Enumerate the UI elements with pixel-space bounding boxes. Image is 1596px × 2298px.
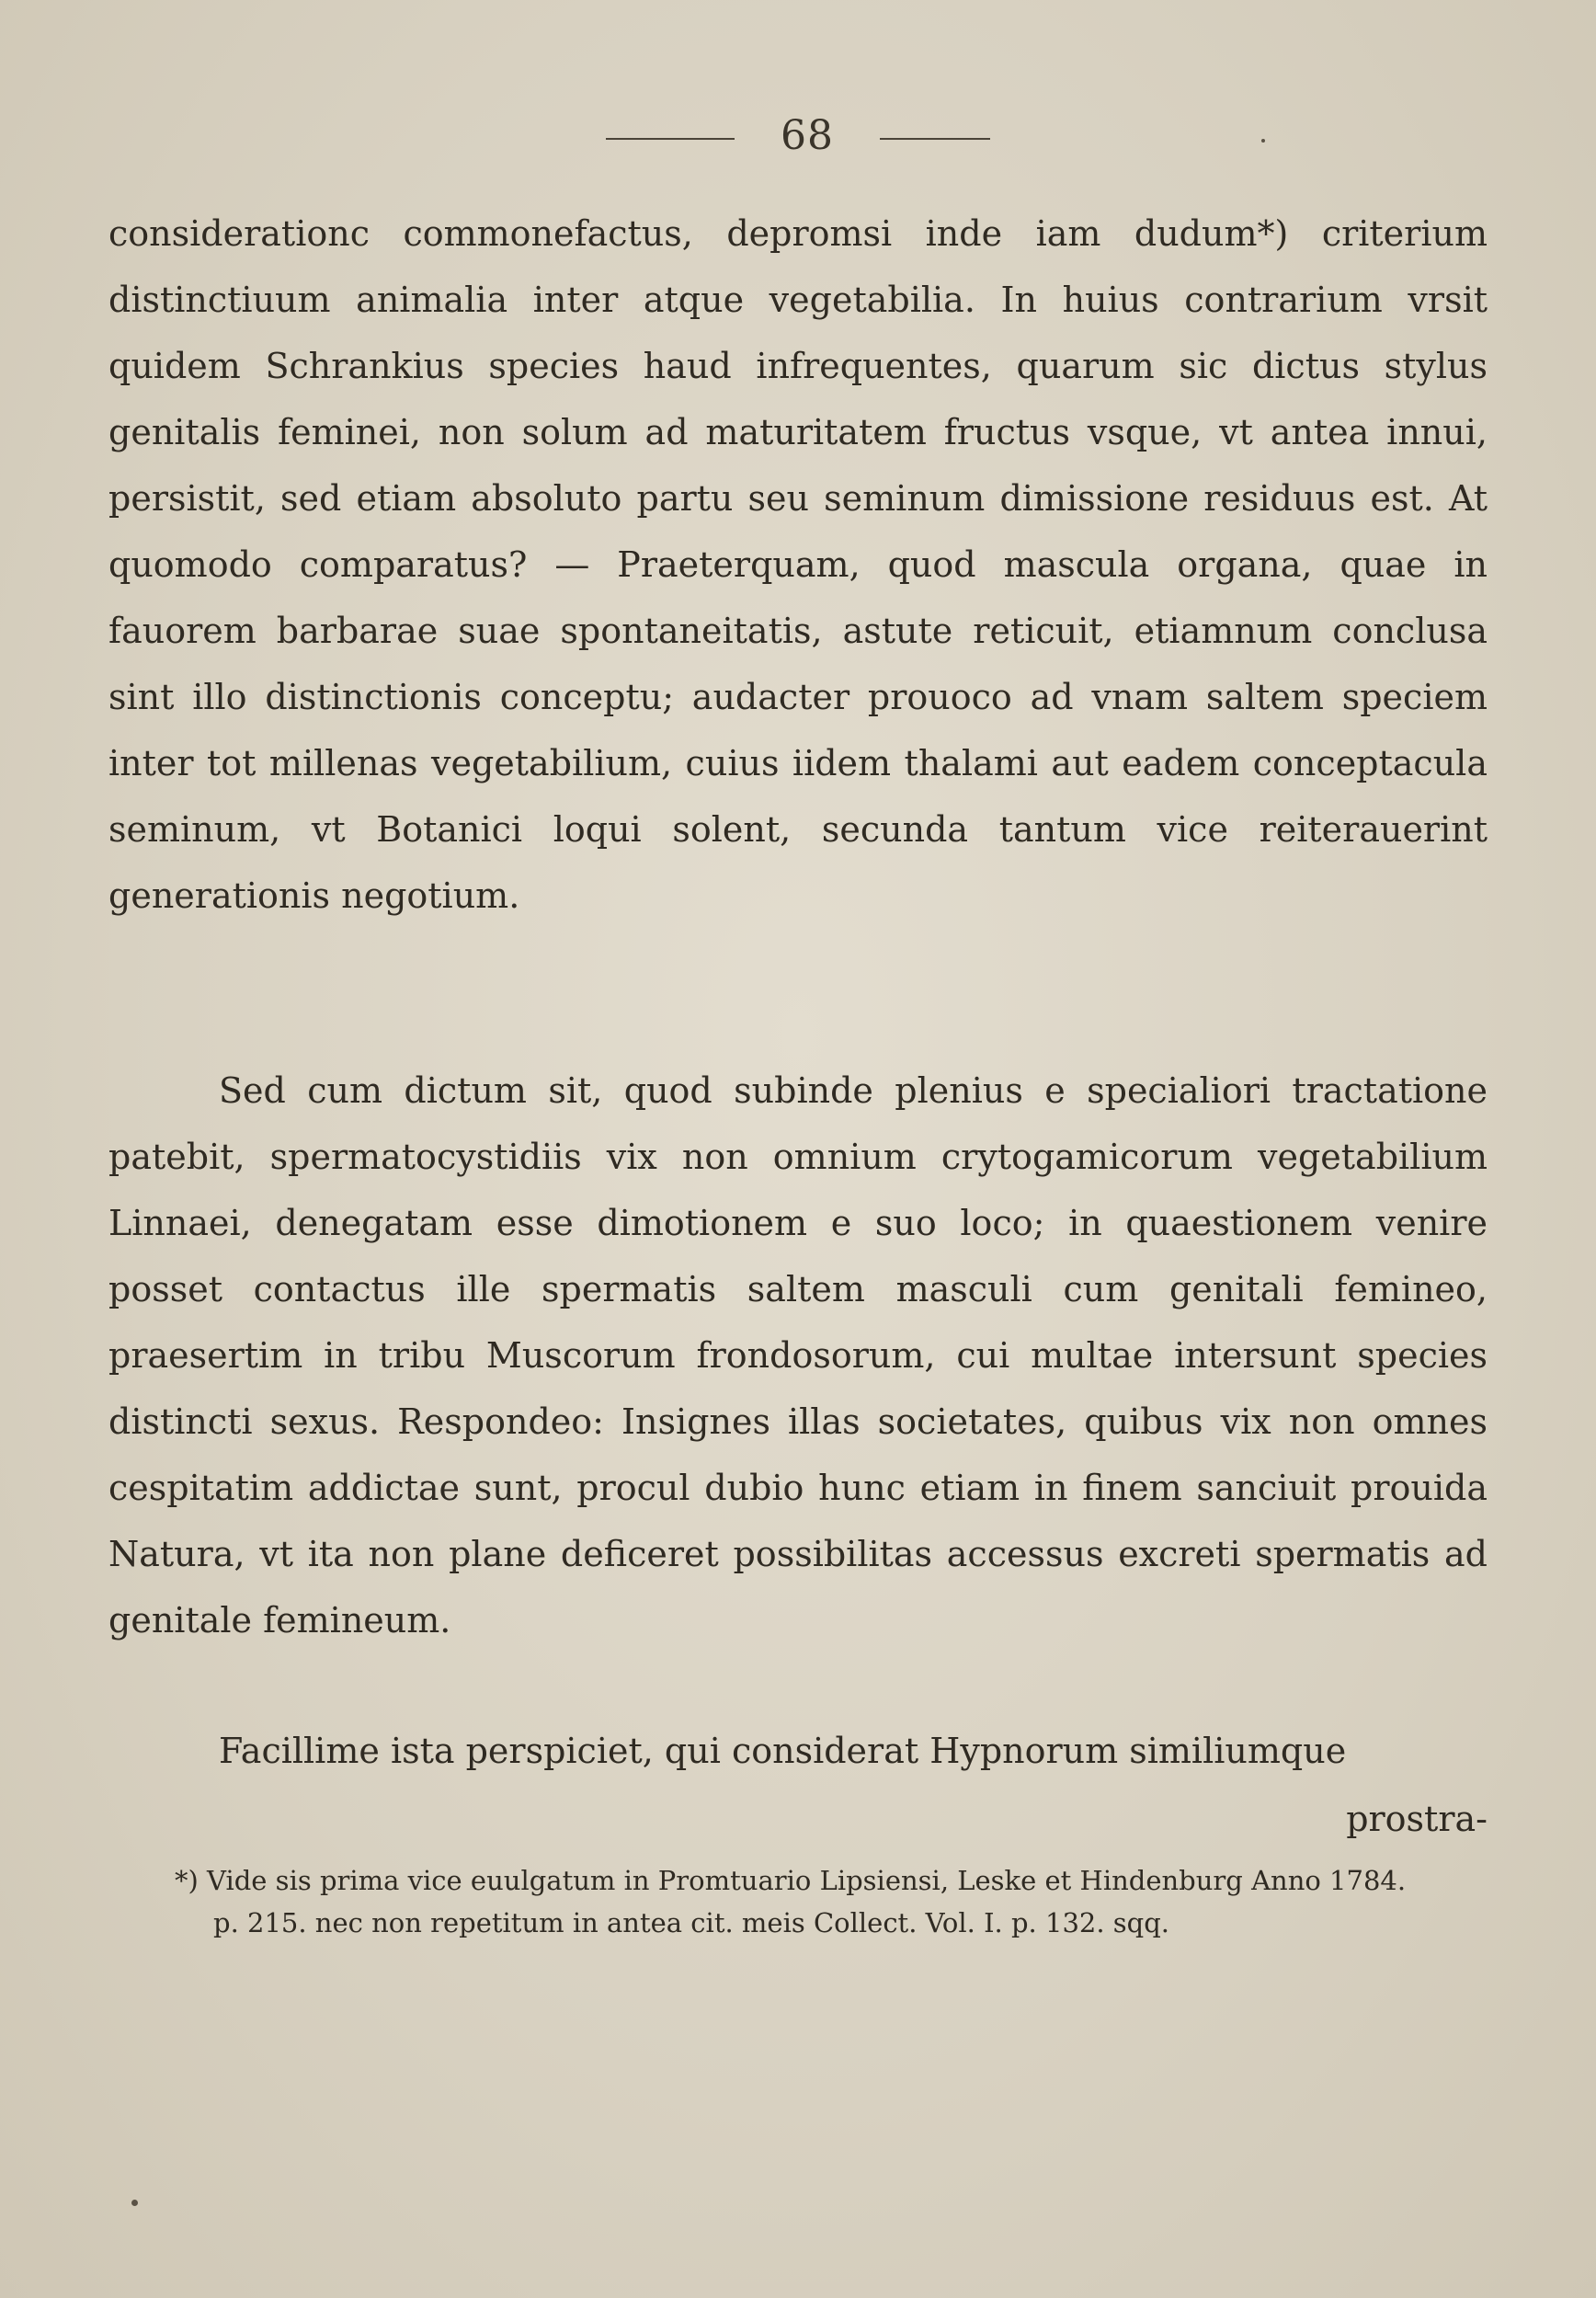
paragraph-1 xyxy=(108,200,1488,929)
page-number: 68 xyxy=(781,112,834,159)
ink-speck xyxy=(1261,139,1265,143)
paragraph-3 xyxy=(108,1718,1488,1784)
footnote-line-1: *) Vide sis prima vice euulgatum in Promtuario Lipsiensi, Leske et Hindenburg Anno 1784. xyxy=(175,1865,1407,1896)
footnote-line-2: p. 215. nec non repetitum in antea cit. meis Collect. Vol. I. p. 132. sqq. xyxy=(213,1907,1170,1938)
paragraph-1-text: considerationc commonefactus, depromsi inde iam dudum*) criterium distinctiuum animalia inter atque vegetabilia. In huius contrarium vrsit quidem Schrankius species haud infrequentes, quarum sic dictus stylus genitalis feminei, non solum ad maturitatem fructus vsque, vt antea innui, persistit, sed etiam absoluto partu seu seminum dimissione residuus est. At quomodo comparatus? — Praeterquam, quod mascula organa, quae in fauorem barbarae suae spontaneitatis, astute reticuit, etiamnum conclusa sint illo distinctionis conceptu; audacter prouoco ad vnam saltem speciem inter tot millenas vegetabilium, cuius iidem thalami aut eadem conceptacula seminum, vt Botanici loqui solent, secunda tantum vice reiterauerint generationis negotium. xyxy=(108,213,1488,916)
paragraph-3-text: Facillime ista perspiciet, qui considerat Hypnorum similiumque xyxy=(219,1731,1347,1771)
ink-speck xyxy=(131,2200,138,2206)
header-rule-left xyxy=(606,138,735,140)
paragraph-2 xyxy=(108,1058,1488,1653)
header-rule-right xyxy=(880,138,990,140)
footnote xyxy=(175,1859,1480,1944)
paragraph-2-text: Sed cum dictum sit, quod subinde plenius e specialiori tractatione patebit, spermatocystidiis vix non omnium crytogamicorum vegetabilium Linnaei, denegatam esse dimotionem e suo loco; in quaestionem venire posset contactus ille spermatis saltem masculi cum genitali femineo, praesertim in tribu Muscorum frondosorum, cui multae intersunt species distincti sexus. Respondeo: Insignes illas societates, quibus vix non omnes cespitatim addictae sunt, procul dubio hunc etiam in finem sanciuit prouida Natura, vt ita non plane deficeret possibilitas accessus excreti spermatis ad genitale femineum. xyxy=(108,1070,1488,1641)
catchword: prostra- xyxy=(1346,1799,1488,1839)
page-header xyxy=(0,112,1596,159)
